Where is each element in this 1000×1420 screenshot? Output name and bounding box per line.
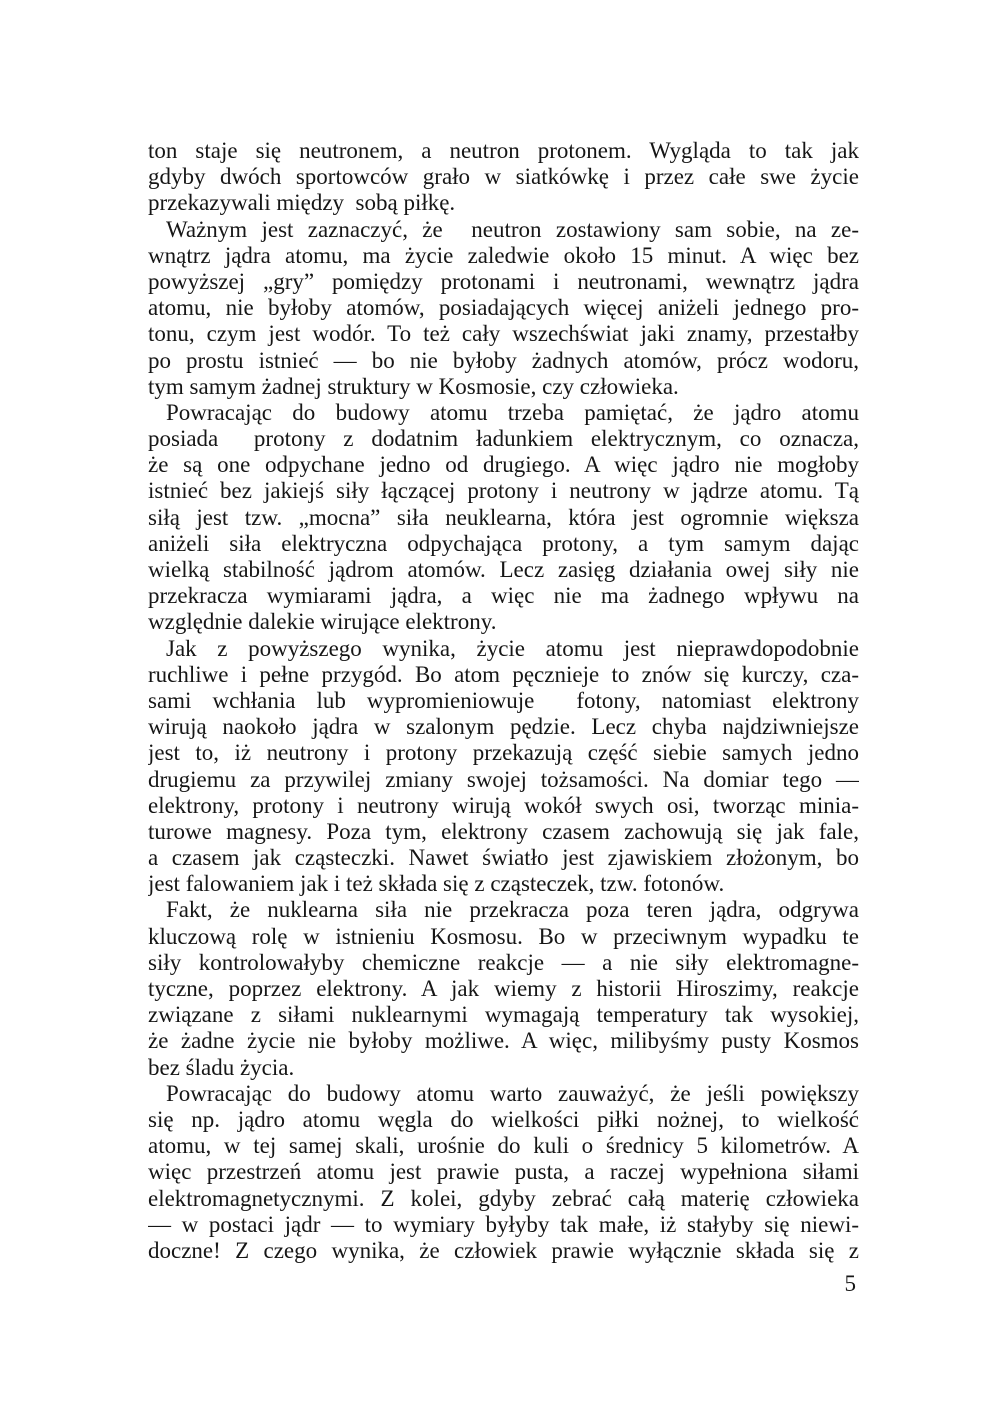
text-line: — w postaci jądr — to wymiary byłyby tak małe, iż stałyby się niewi- bbox=[148, 1211, 859, 1237]
text-line: elektrony, protony i neutrony wirują wokół swych osi, tworząc minia- bbox=[148, 792, 859, 818]
text-line: wielką stabilność jądrom atomów. Lecz zasięg działania owej siły nie bbox=[148, 557, 859, 582]
text-line: że żadne życie nie byłoby możliwe. A więc, milibyśmy pusty Kosmos bbox=[148, 1028, 859, 1054]
text-line: wnątrz jądra atomu, ma życie zaledwie około 15 minut. A więc bez bbox=[148, 242, 859, 268]
text-line: tym samym żadnej struktury w Kosmosie, czy człowieka. bbox=[148, 373, 679, 399]
text-line: siłą jest tzw. „mocna” siła neuklearna, która jest ogromnie większa bbox=[148, 504, 859, 530]
text-line: turowe magnesy. Poza tym, elektrony czasem zachowują się jak fale, bbox=[148, 818, 859, 844]
text-line: że są one odpychane jedno od drugiego. A więc jądro nie mogłoby bbox=[148, 452, 859, 478]
text-line: siły kontrolowałyby chemiczne reakcje — a nie siły elektromagne- bbox=[148, 949, 859, 975]
text-line: atomu, w tej samej skali, urośnie do kuli o średnicy 5 kilometrów. A bbox=[148, 1133, 859, 1159]
text-line: Ważnym jest zaznaczyć, że neutron zostawiony sam sobie, na ze- bbox=[166, 216, 859, 242]
text-line: Powracając do budowy atomu warto zauważyć, że jeśli powiększy bbox=[166, 1080, 859, 1106]
text-line: jest to, iż neutrony i protony przekazują część siebie samych jedno bbox=[148, 740, 859, 766]
text-line: gdyby dwóch sportowców grało w siatkówkę i przez całe swe życie bbox=[148, 164, 859, 190]
text-line: doczne! Z czego wynika, że człowiek prawie wyłącznie składa się z bbox=[148, 1237, 859, 1263]
text-line: związane z siłami nuklearnymi wymagają temperatury tak wysokiej, bbox=[148, 1002, 859, 1028]
text-line: kluczową rolę w istnieniu Kosmosu. Bo w przeciwnym wypadku te bbox=[148, 923, 859, 949]
text-line: więc przestrzeń atomu jest prawie pusta, a raczej wypełniona siłami bbox=[148, 1159, 859, 1185]
text-line: Fakt, że nuklearna siła nie przekracza poza teren jądra, odgrywa bbox=[166, 897, 859, 923]
text-line: względnie dalekie wirujące elektrony. bbox=[148, 609, 497, 635]
text-line: Jak z powyższego wynika, życie atomu jest nieprawdopodobnie bbox=[166, 635, 859, 661]
text-line: tyczne, poprzez elektrony. A jak wiemy z historii Hiroszimy, reakcje bbox=[148, 976, 859, 1001]
text-line: przekazywali między sobą piłkę. bbox=[148, 190, 456, 216]
text-line: jest falowaniem jak i też składa się z cząsteczek, tzw. fotonów. bbox=[148, 871, 725, 897]
text-line: atomu, nie byłoby atomów, posiadających więcej aniżeli jednego pro- bbox=[148, 295, 859, 321]
text-line: posiada protony z dodatnim ładunkiem elektrycznym, co oznacza, bbox=[148, 426, 859, 452]
text-line: elektromagnetycznymi. Z kolei, gdyby zebrać całą materię człowieka bbox=[148, 1185, 859, 1211]
text-line: bez śladu życia. bbox=[148, 1054, 295, 1080]
text-line: tonu, czym jest wodór. To też cały wszechświat jaki znamy, przestałby bbox=[148, 321, 859, 347]
text-line: drugiemu za przywilej zmiany swojej tożsamości. Na domiar tego — bbox=[148, 766, 859, 792]
text-line: istnieć bez jakiejś siły łączącej protony i neutrony w jądrze atomu. Tą bbox=[148, 478, 859, 504]
text-line: ruchliwe i pełne przygód. Bo atom pęcznieje to znów się kurczy, cza- bbox=[148, 661, 859, 687]
text-line: wirują naokoło jądra w szalonym pędzie. Lecz chyba najdziwniejsze bbox=[148, 714, 859, 740]
text-line: po prostu istnieć — bo nie byłoby żadnych atomów, prócz wodoru, bbox=[148, 347, 859, 373]
text-line: się np. jądro atomu węgla do wielkości piłki nożnej, to wielkość bbox=[148, 1106, 859, 1132]
text-line: sami wchłania lub wypromieniowuje fotony, natomiast elektrony bbox=[148, 687, 859, 713]
text-line: przekracza wymiarami jądra, a więc nie ma żadnego wpływu na bbox=[148, 583, 859, 609]
text-line: powyższej „gry” pomiędzy protonami i neutronami, wewnątrz jądra bbox=[148, 268, 859, 294]
text-line: aniżeli siła elektryczna odpychająca protony, a tym samym dając bbox=[148, 530, 859, 556]
page-text bbox=[148, 138, 859, 1264]
text-line: Powracając do budowy atomu trzeba pamiętać, że jądro atomu bbox=[166, 399, 859, 425]
text-line: a czasem jak cząsteczki. Nawet światło jest zjawiskiem złożonym, bo bbox=[148, 845, 859, 871]
page-number: 5 bbox=[844, 1271, 856, 1296]
text-line: ton staje się neutronem, a neutron protonem. Wygląda to tak jak bbox=[148, 138, 859, 163]
